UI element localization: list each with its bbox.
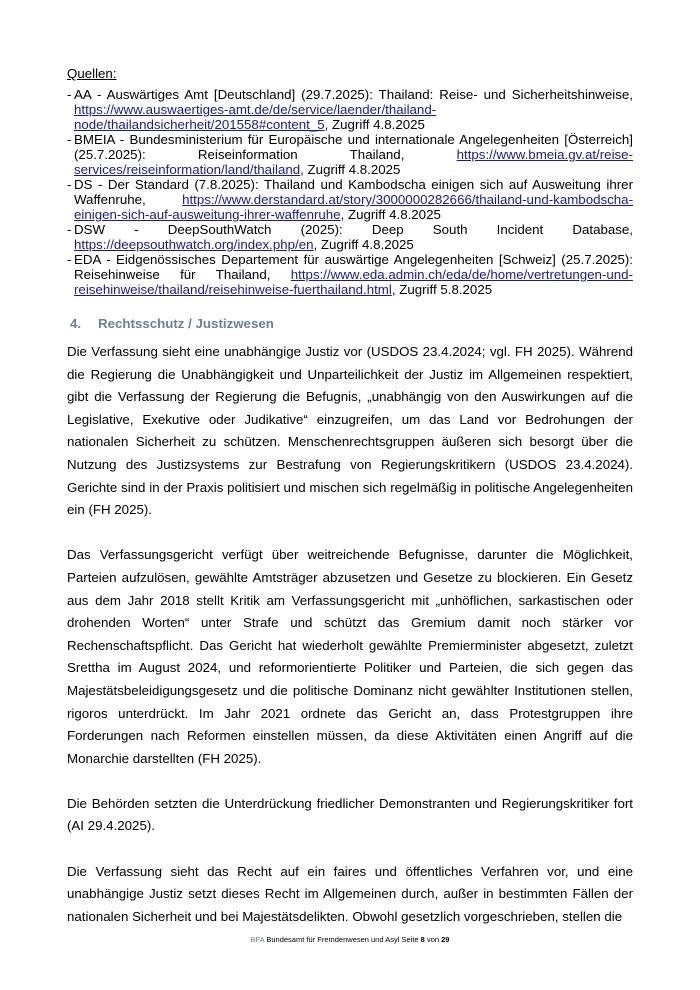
source-text: AA - Auswärtiges Amt [Deutschland] (29.7.2025): Thailand: Reise- und Sicherheitshinweise, xyxy=(74,87,633,102)
source-link[interactable]: https://www.bmeia.gv.at/reise-services/reiseinformation/land/thailand xyxy=(74,147,633,177)
source-access-date: , Zugriff 4.8.2025 xyxy=(340,207,441,222)
paragraph: Die Behörden setzten die Unterdrückung friedlicher Demonstranten und Regierungskritiker fort (AI 29.4.2025). xyxy=(67,795,633,834)
source-access-date: , Zugriff 4.8.2025 xyxy=(324,117,425,132)
source-text: EDA - Eidgenössisches Departement für auswärtige Angelegenheiten [Schweiz] (25.7.2025): Reisehinweise für Thailand, xyxy=(74,252,633,282)
source-item xyxy=(67,132,633,177)
paragraph: Die Verfassung sieht das Recht auf ein faires und öffentliches Verfahren vor, und eine unabhängige Justiz setzt dieses Recht im Allgemeinen durch, außer in bestimmten Fällen der nationalen Sicherheit und bei Majestätsdelikten. Obwohl gesetzlich vorgeschrieben, stellen die xyxy=(67,863,633,924)
source-text: BMEIA - Bundesministerium für Europäische und internationale Angelegenheiten [Österreich] (25.7.2025): Reiseinformation Thailand, xyxy=(74,132,633,162)
sources-list xyxy=(67,87,633,297)
footer-page-word: Seite xyxy=(401,935,419,944)
source-item xyxy=(67,222,633,252)
list-dash: - xyxy=(67,177,72,192)
footer-org-long: Bundesamt für Fremdenwesen und Asyl xyxy=(266,935,400,944)
sources-heading: Quellen: xyxy=(67,66,117,81)
source-link[interactable]: https://www.auswaertiges-amt.de/de/service/laender/thailand-node/thailandsicherheit/201558#content_5 xyxy=(74,102,437,132)
footer-of-word: von xyxy=(426,935,440,944)
paragraph: Das Verfassungsgericht verfügt über weitreichende Befugnisse, darunter die Möglichkeit, Parteien aufzulösen, gewählte Amtsträger abzusetzen und Gesetze zu blockieren. Ein Gesetz aus dem Jahr 2018 stellt Kritik am Verfassungsgericht mit „unhöflichen, sarkastischen oder drohenden Worten“ unter Strafe und schützt das Gremium damit noch stärker vor Rechenschaftspflicht. Das Gericht hat wiederholt gewählte Premierminister abgesetzt, zuletzt Srettha im August 2024, und reformorientierte Politiker und Parteien, die sich gegen das Majestätsbeleidigungsgesetz und die politische Dominanz nicht gewählter Institutionen stellen, rigoros unterdrückt. Im Jahr 2021 ordnete das Gericht an, dass Protestgruppen ihre Forderungen nach Reformen einstellen müssen, da diese Aktivitäten einen Angriff auf die Monarchie darstellten (FH 2025). xyxy=(67,547,633,766)
section-title: Rechtsschutz / Justizwesen xyxy=(98,316,274,331)
source-access-date: , Zugriff 4.8.2025 xyxy=(300,162,401,177)
list-dash: - xyxy=(67,87,72,102)
list-dash: - xyxy=(67,132,72,147)
list-dash: - xyxy=(67,252,72,267)
source-text: DSW - DeepSouthWatch (2025): Deep South Incident Database, xyxy=(74,222,633,237)
source-item xyxy=(67,177,633,222)
footer-page-number: 8 xyxy=(420,935,425,944)
paragraph: Die Verfassung sieht eine unabhängige Justiz vor (USDOS 23.4.2024; vgl. FH 2025). Während die Regierung die Unabhängigkeit und Unparteilichkeit der Justiz im Allgemeinen respektiert, gibt die Verfassung der Regierung die Befugnis, „unabhängig von den Auswirkungen auf die Legislative, Exekutive oder Judikative“ einzugreifen, um das Land vor Bedrohungen der nationalen Sicherheit zu schützen. Menschenrechtsgruppen äußeren sich besorgt über die Nutzung des Justizsystems zur Bestrafung von Regierungskritikern (USDOS 23.4.2024). Gerichte sind in der Praxis politisiert und mischen sich regelmäßig in politische Angelegenheiten ein (FH 2025). xyxy=(67,344,633,518)
footer-page-total: 29 xyxy=(441,935,450,944)
source-item xyxy=(67,252,633,297)
source-item xyxy=(67,87,633,132)
body-text xyxy=(67,341,633,951)
footer-org-short: BFA xyxy=(250,935,265,944)
page-footer xyxy=(0,935,700,944)
source-access-date: , Zugriff 5.8.2025 xyxy=(391,282,493,297)
source-access-date: , Zugriff 4.8.2025 xyxy=(313,237,414,252)
source-link[interactable]: https://www.derstandard.at/story/3000000282666/thailand-und-kambodscha-einigen-sich-auf-ausweitung-ihrer-waffenruhe xyxy=(74,192,633,222)
section-heading xyxy=(70,316,274,331)
section-number: 4. xyxy=(70,316,82,331)
list-dash: - xyxy=(67,222,72,237)
source-text: DS - Der Standard (7.8.2025): Thailand und Kambodscha einigen sich auf Ausweitung ihrer Waffenruhe, xyxy=(74,177,633,207)
source-link[interactable]: https://www.eda.admin.ch/eda/de/home/vertretungen-und-reisehinweise/thailand/reisehinweise-fuerthailand.html xyxy=(74,267,633,297)
source-link[interactable]: https://deepsouthwatch.org/index.php/en xyxy=(74,237,314,252)
